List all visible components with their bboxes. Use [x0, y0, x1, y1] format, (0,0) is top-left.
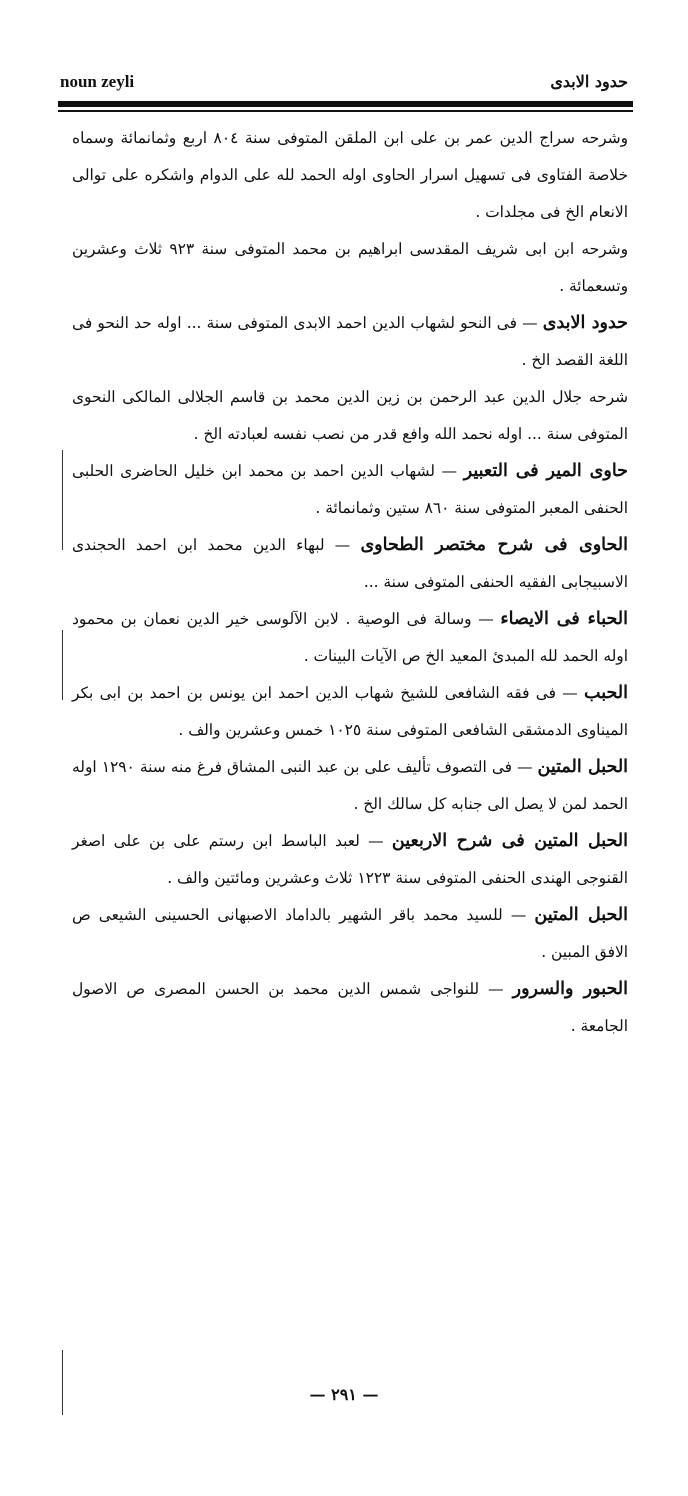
entry-text: — لشهاب الدين احمد بن محمد ابن خليل الحاضرى الحلبى الحنفى المعبر المتوفى سنة ٨٦٠ ستين وثمانمائة .: [72, 462, 628, 517]
entry-text: — فى النحو لشهاب الدين احمد الابدى المتوفى سنة ... اوله حد النحو فى اللغة القصد الخ .: [72, 314, 628, 369]
page-header: [60, 72, 628, 102]
header-rule-thick: [58, 101, 633, 107]
entry-paragraph: [72, 527, 628, 601]
entry-paragraph: [72, 971, 628, 1045]
margin-line: [62, 450, 63, 550]
entry-title: الحبل المتين فى شرح الاربعين: [391, 831, 628, 851]
entry-title: الحبل المتين: [534, 905, 628, 925]
header-right-title: حدود الابدی: [550, 72, 628, 91]
margin-line: [62, 1350, 63, 1415]
entry-paragraph: [72, 120, 628, 231]
entry-paragraph: [72, 601, 628, 675]
entry-title: الحباء فى الايصاء: [500, 609, 628, 629]
entry-paragraph: [72, 453, 628, 527]
page-number: — ٢٩١ —: [309, 1385, 379, 1404]
entry-paragraph: [72, 379, 628, 453]
entry-paragraph: [72, 675, 628, 749]
entry-text: — للنواجى شمس الدين محمد بن الحسن المصرى ص الاصول الجامعة .: [72, 980, 628, 1035]
margin-line: [62, 630, 63, 700]
entry-paragraph: [72, 823, 628, 897]
entry-paragraph: [72, 897, 628, 971]
entry-paragraph: [72, 305, 628, 379]
page-body: [72, 120, 628, 1045]
entry-paragraph: [72, 749, 628, 823]
entry-text: — فى فقه الشافعى للشيخ شهاب الدين احمد ابن يونس بن احمد بن ابى بكر الميناوى الدمشقى الشافعى المتوفى سنة ١٠٢٥ خمس وعشرين والف .: [72, 684, 628, 739]
entry-title: الحبب: [584, 683, 628, 703]
entry-title: حدود الابدى: [542, 313, 629, 333]
entry-text: وشرحه سراج الدين عمر بن على ابن الملقن المتوفى سنة ٨٠٤ اربع وثمانمائة وسماه خلاصة الفتاوى فى تسهيل اسرار الحاوى اوله الحمد لله على الدوام واشكره على توالى الانعام الخ فى مجلدات .: [72, 129, 629, 221]
entry-text: وشرحه ابن ابى شريف المقدسى ابراهيم بن محمد المتوفى سنة ٩٢٣ ثلاث وعشرين وتسعمائة .: [72, 240, 628, 295]
entry-text: — وسالة فى الوصية . لابن الآلوسى خير الدين نعمان بن محمود اوله الحمد لله المبدئ المعيد الخ ص الآيات البينات .: [72, 610, 628, 665]
entry-paragraph: [72, 231, 628, 305]
entry-text: — لبهاء الدين محمد ابن احمد الحجندى الاسبيجابى الفقيه الحنفى المتوفى سنة ...: [72, 536, 628, 591]
entry-title: الحاوى فى شرح مختصر الطحاوى: [360, 535, 628, 555]
header-rule-thin: [58, 110, 633, 112]
entry-title: الحبل المتين: [537, 757, 629, 777]
entry-text: شرحه جلال الدين عبد الرحمن بن زين الدين محمد بن قاسم الجلالى المالكى النحوى المتوفى سنة ... اوله نحمد الله وافع قدر من نصب نفسه لعبادته الخ .: [72, 388, 628, 443]
entry-text: — للسيد محمد باقر الشهير بالداماد الاصبهانى الحسينى الشيعى ص الافق المبين .: [72, 906, 628, 961]
header-left-title: noun zeyli: [60, 72, 135, 91]
entry-text: — فى التصوف تأليف على بن عبد النبى المشاق فرغ منه سنة ١٢٩٠ اوله الحمد لمن لا يصل الى جنابه كل سالك الخ .: [72, 758, 628, 813]
entry-title: الحبور والسرور: [512, 979, 628, 999]
entry-text: — لعبد الباسط ابن رستم على بن على اصغر القنوجى الهندى الحنفى المتوفى سنة ١٢٢٣ ثلاث وعشرين ومائتين والف .: [72, 832, 628, 887]
entry-title: حاوى المير فى التعبير: [463, 461, 628, 481]
